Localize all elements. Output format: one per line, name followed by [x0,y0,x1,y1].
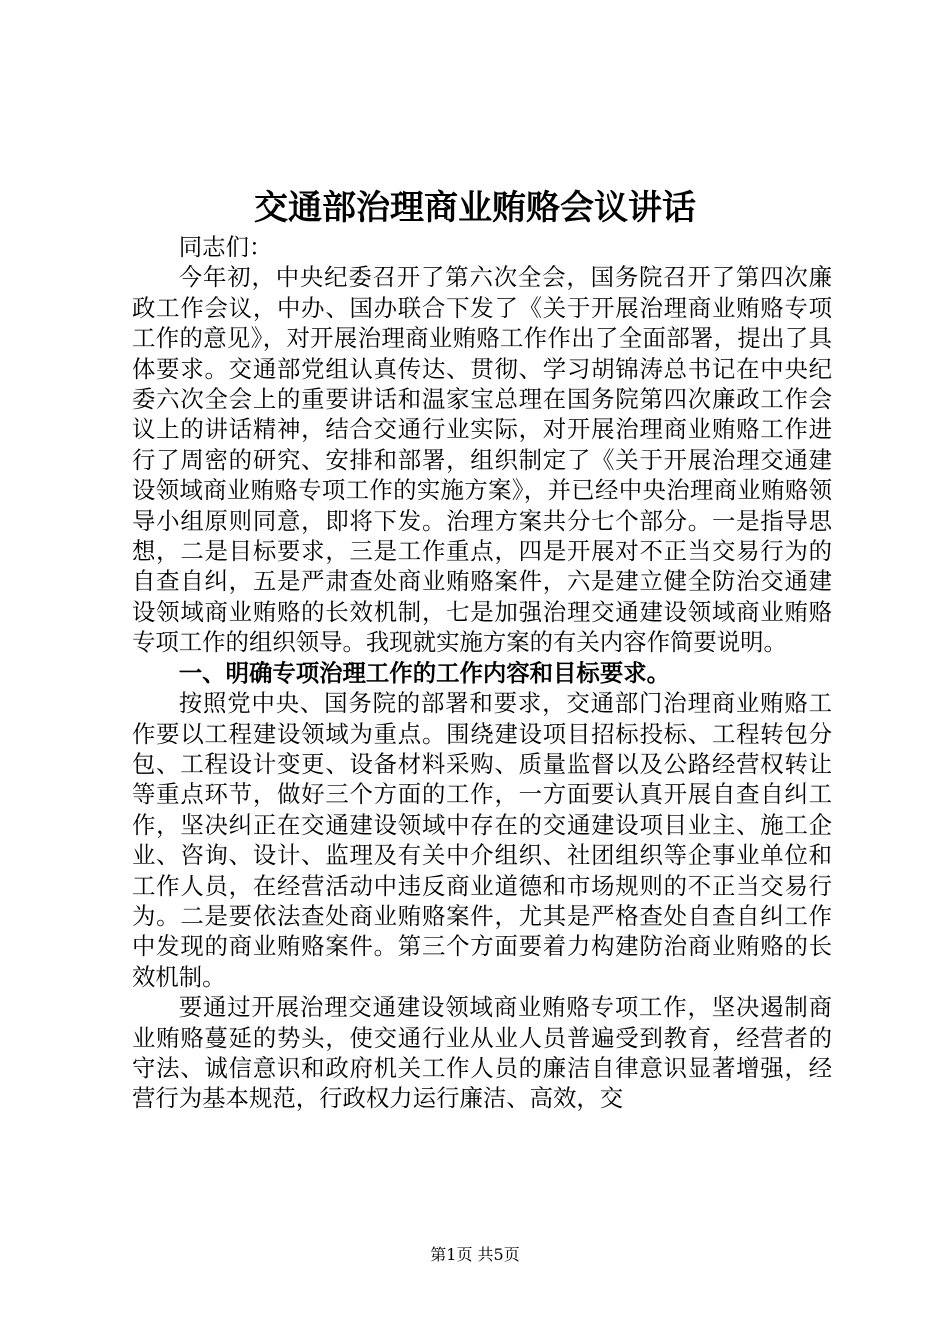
paragraph-intro: 今年初，中央纪委召开了第六次全会，国务院召开了第四次廉政工作会议，中办、国办联合下发了《关于开展治理商业贿赂专项工作的意见》，对开展治理商业贿赂工作作出了全面部署，提出了具体要求。交通部党组认真传达、贯彻、学习胡锦涛总书记在中央纪委六次全会上的重要讲话和温家宝总理在国务院第四次廉政工作会议上的讲话精神，结合交通行业实际，对开展治理商业贿赂工作进行了周密的研究、安排和部署，组织制定了《关于开展治理交通建设领域商业贿赂专项工作的实施方案》，并已经中央治理商业贿赂领导小组原则同意，即将下发。治理方案共分七个部分。一是指导思想，二是目标要求，三是工作重点，四是开展对不正当交易行为的自查自纠，五是严肃查处商业贿赂案件，六是建立健全防治交通建设领域商业贿赂的长效机制，七是加强治理交通建设领域商业贿赂专项工作的组织领导。我现就实施方案的有关内容作简要说明。 [132,263,832,657]
paragraph-section-1: 按照党中央、国务院的部署和要求，交通部门治理商业贿赂工作要以工程建设领域为重点。围绕建设项目招标投标、工程转包分包、工程设计变更、设备材料采购、质量监督以及公路经营权转让等重点环节，做好三个方面的工作，一方面要认真开展自查自纠工作，坚决纠正在交通建设领域中存在的交通建设项目业主、施工企业、咨询、设计、监理及有关中介组织、社团组织等企事业单位和工作人员，在经营活动中违反商业道德和市场规则的不正当交易行为。二是要依法查处商业贿赂案件，尤其是严格查处自查自纠工作中发现的商业贿赂案件。第三个方面要着力构建防治商业贿赂的长效机制。 [132,689,832,991]
document-title: 交通部治理商业贿赂会议讲话 [254,188,696,228]
document-body [132,232,832,1114]
section-heading-1: 一、明确专项治理工作的工作内容和目标要求。 [178,658,670,687]
page-footer: 第1页 共5页 [430,1245,520,1264]
paragraph-goals: 要通过开展治理交通建设领域商业贿赂专项工作，坚决遏制商业贿赂蔓延的势头，使交通行业从业人员普遍受到教育，经营者的守法、诚信意识和政府机关工作人员的廉洁自律意识显著增强，经营行为基本规范，行政权力运行廉洁、高效，交 [132,993,832,1113]
salutation: 同志们： [178,233,273,261]
